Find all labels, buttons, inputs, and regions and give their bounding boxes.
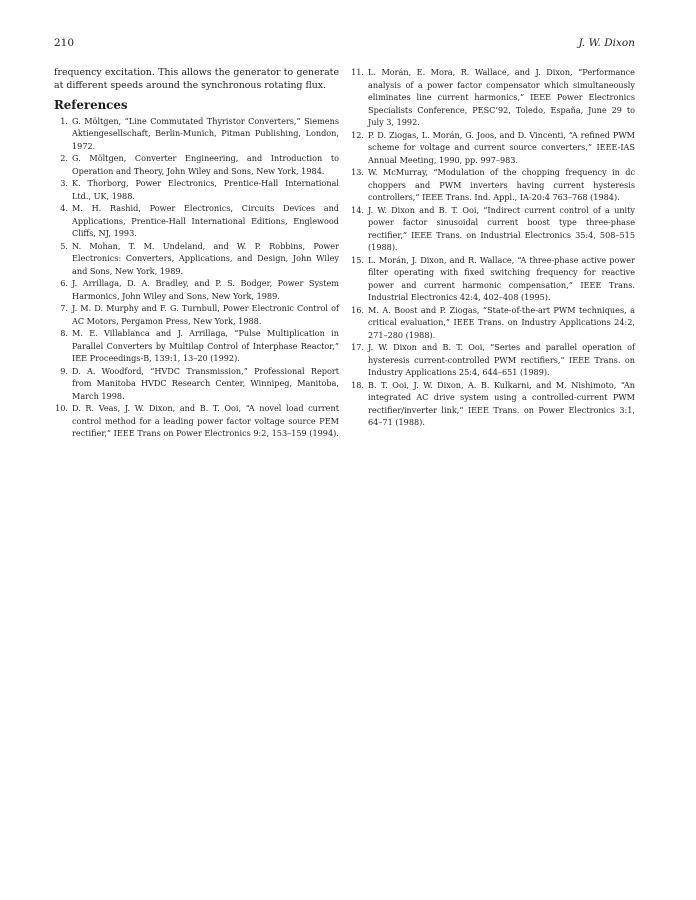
reference-item (350, 166, 635, 204)
page-number: 210 (54, 37, 75, 49)
reference-number: 17. (351, 342, 364, 352)
reference-number: 16. (351, 304, 364, 315)
right-column (350, 66, 635, 429)
reference-number: 6. (60, 278, 68, 288)
reference-text: B. T. Ooi, J. W. Dixon, A. B. Kulkarni, and M. Nishimoto, “An integrated AC drive system using a controlled-current PWM rectifier/inverter link,” IEEE Trans. on Power Electronics 3:1, 64–71 (1988). (368, 379, 635, 427)
reference-item (350, 379, 635, 429)
reference-number: 2. (60, 153, 68, 163)
reference-item (54, 365, 339, 403)
reference-item (54, 177, 339, 202)
reference-item (350, 66, 635, 129)
running-author: J. W. Dixon (578, 37, 635, 49)
references-list-left (54, 115, 339, 440)
references-list-right (350, 66, 635, 429)
reference-text: D. R. Veas, J. W. Dixon, and B. T. Ooi, “A novel load current control method for a leading power factor voltage source PEM rectifier,” IEEE Trans on Power Electronics 9:2, 153–159 (1994). (72, 403, 339, 438)
reference-number: 15. (351, 254, 364, 265)
reference-item (350, 304, 635, 342)
reference-text: J. W. Dixon and B. T. Ooi, “Indirect current control of a unity power factor sinusoidal current boost type three-phase rectifier,” IEEE Trans. on Industrial Electronics 35:4, 508–515 (1988). (368, 204, 635, 252)
reference-text: L. Morán, E. Mora, R. Wallace, and J. Dixon, “Performance analysis of a power factor compensator which simultaneously eliminates line current harmonics,” IEEE Power Electronics Specialists Conference, PESC’92, Toledo, España, June 29 to July 3, 1992. (368, 67, 635, 127)
reference-text: W. McMurray, “Modulation of the chopping frequency in dc choppers and PWM inverters having current hysteresis controllers,” IEEE Trans. Ind. Appl., IA-20:4 763–768 (1984). (368, 167, 635, 202)
reference-text: G. Möltgen, Converter Engineering, and Introduction to Operation and Theory, John Wiley and Sons, New York, 1984. (72, 153, 339, 176)
reference-text: M. H. Rashid, Power Electronics, Circuits Devices and Applications, Prentice-Hall International Editions, Englewood Cliffs, NJ, 1993. (72, 203, 339, 238)
reference-number: 8. (60, 328, 68, 338)
reference-number: 1. (60, 115, 68, 126)
reference-item (350, 204, 635, 254)
reference-item (54, 152, 339, 177)
reference-number: 3. (60, 178, 68, 188)
reference-text: D. A. Woodford, “HVDC Transmission,” Professional Report from Manitoba HVDC Research Center, Winnipeg, Manitoba, March 1998. (72, 365, 339, 401)
reference-item (350, 129, 635, 167)
reference-text: M. A. Boost and P. Ziogas, “State-of-the-art PWM techniques, a critical evaluation,” IEEE Trans. on Industry Applications 24:2, 271–280 (1988). (368, 304, 635, 340)
reference-number: 7. (60, 303, 68, 313)
reference-text: G. Möltgen, “Line Commutated Thyristor Converters,” Siemens Aktiengesellschaft, Berlin-Munich, Pitman Publishing, London, 1972. (72, 115, 339, 151)
reference-text: J. M. D. Murphy and F. G. Turnbull, Power Electronic Control of AC Motors, Pergamon Press, New York, 1988. (72, 303, 339, 326)
reference-number: 14. (351, 204, 364, 215)
reference-text: J. Arrillaga, D. A. Bradley, and P. S. Bodger, Power System Harmonics, John Wiley and Sons, New York, 1989. (72, 278, 339, 301)
reference-item (54, 302, 339, 327)
reference-item (54, 277, 339, 302)
intro-paragraph: frequency excitation. This allows the generator to generate at different speeds around the synchronous rotating flux. (54, 67, 339, 91)
reference-number: 9. (60, 365, 68, 376)
reference-text: K. Thorborg, Power Electronics, Prentice-Hall International Ltd., UK, 1988. (72, 178, 339, 201)
reference-item (350, 341, 635, 379)
reference-item (54, 202, 339, 240)
reference-number: 12. (351, 129, 364, 140)
reference-item (54, 327, 339, 365)
reference-text: N. Mohan, T. M. Undeland, and W. P. Robbins, Power Electronics: Converters, Applications, and Design, John Wiley and Sons, New York, 1989. (72, 240, 339, 276)
reference-number: 10. (55, 403, 68, 413)
reference-number: 13. (351, 167, 364, 177)
reference-text: P. D. Ziogas, L. Morán, G. Joos, and D. Vincenti, “A refined PWM scheme for voltage and current source converters,” IEEE-IAS Annual Meeting, 1990, pp. 997–983. (368, 129, 635, 165)
references-heading: References (54, 98, 128, 112)
page-header (54, 37, 635, 53)
reference-number: 5. (60, 240, 68, 251)
reference-item (350, 254, 635, 304)
reference-number: 18. (351, 379, 364, 390)
reference-text: J. W. Dixon and B. T. Ooi, “Series and parallel operation of hysteresis current-controlled PWM rectifiers,” IEEE Trans. on Industry Applications 25:4, 644–651 (1989). (368, 342, 635, 377)
reference-item (54, 115, 339, 153)
left-column (54, 66, 339, 440)
reference-text: L. Morán, J. Dixon, and R. Wallace, “A three-phase active power filter operating with fixed switching frequency for reactive power and current harmonic compensation,” IEEE Trans. Industrial Electronics 42:4, 402–408 (1995). (368, 254, 635, 302)
reference-number: 11. (351, 67, 364, 77)
reference-item (54, 240, 339, 278)
reference-text: M. E. Villablanca and J. Arrillaga, “Pulse Multiplication in Parallel Converters by Multilap Control of Interphase Reactor,” IEE Proceedings-B, 139:1, 13–20 (1992). (72, 328, 339, 363)
reference-number: 4. (60, 203, 68, 213)
reference-item (54, 402, 339, 440)
